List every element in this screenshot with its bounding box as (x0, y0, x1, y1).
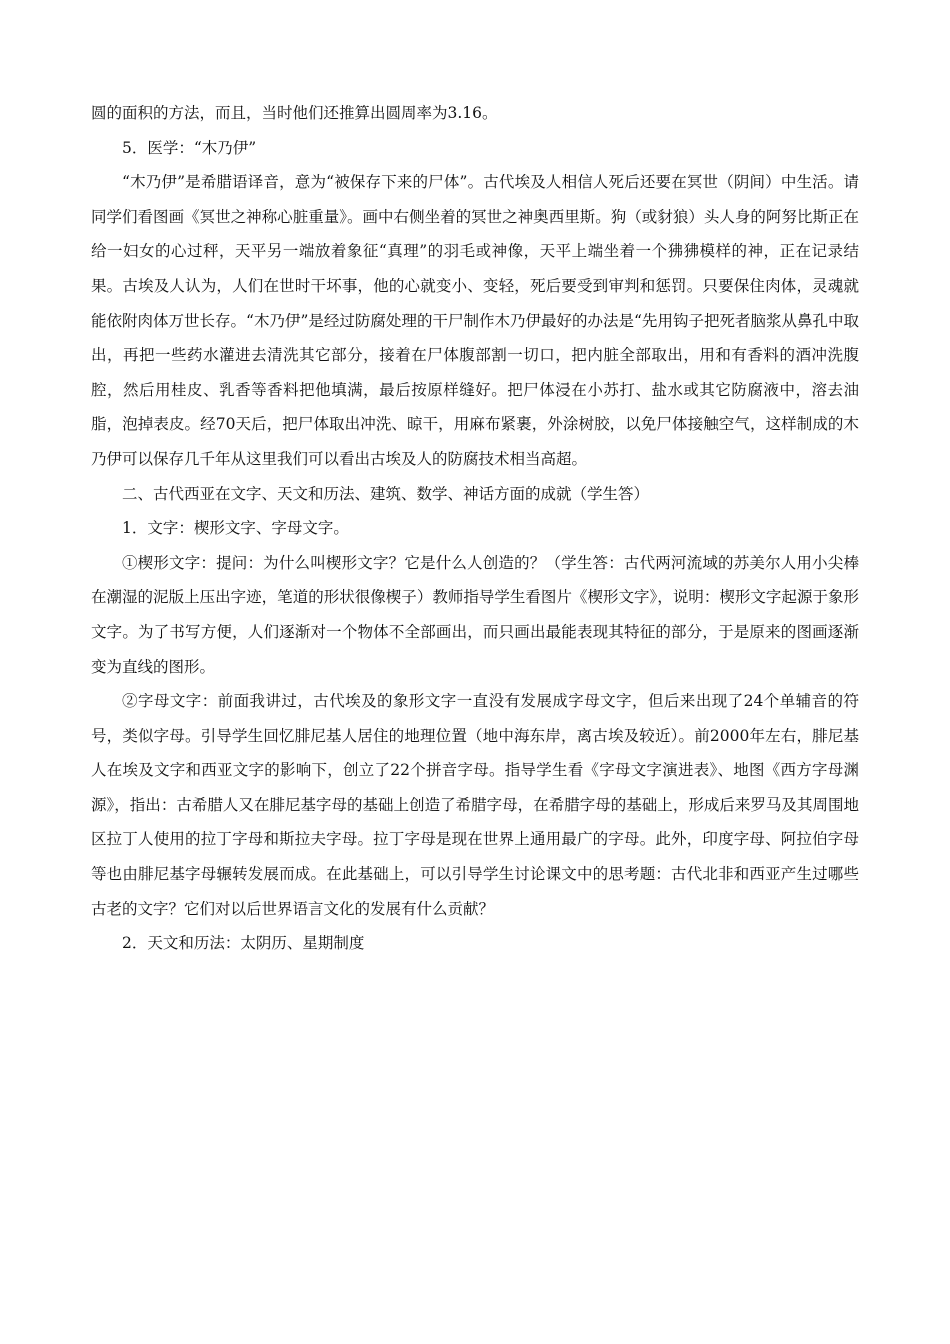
heading-medicine-mummy: 5．医学：“木乃伊” (122, 138, 257, 157)
heading-west-asia-achievements: 二、古代西亚在文字、天文和历法、建筑、数学、神话方面的成就（学生答） (122, 484, 650, 503)
heading-writing: 1．文字：楔形文字、字母文字。 (122, 519, 349, 538)
paragraph-mummy: “木乃伊”是希腊语译音，意为“被保存下来的尸体”。古代埃及人相信人死后还要在冥世（阴间）中生活。请同学们看图画《冥世之神称心脏重量》。画中右侧坐着的冥世之神奥西里斯。狗（或豺狼）头人身的阿努比斯正在给一妇女的心过秤，天平另一端放着象征“真理”的羽毛或神像，天平上端坐着一个狒狒模样的神，正在记录结果。古埃及人认为，人们在世时干坏事，他的心就变小、变轻，死后要受到审判和惩罚。只要保住肉体，灵魂就能依附肉体万世长存。“木乃伊”是经过防腐处理的干尸制作木乃伊最好的办法是“先用钩子把死者脑浆从鼻孔中取出，再把一些药水灌进去清洗其它部分，接着在尸体腹部割一切口，把内脏全部取出，用和有香料的酒冲洗腹腔，然后用桂皮、乳香等香料把他填满，最后按原样缝好。把尸体浸在小苏打、盐水或其它防腐液中，溶去油脂，泡掉表皮。经70天后，把尸体取出冲洗、晾干，用麻布紧裹，外涂树胶，以免尸体接触空气，这样制成的木乃伊可以保存几千年从这里我们可以看出古埃及人的防腐技术相当高超。 (91, 173, 859, 468)
document-body (91, 96, 859, 961)
heading-astronomy-calendar: 2．天文和历法：太阴历、星期制度 (122, 934, 365, 953)
paragraph-cuneiform: ①楔形文字：提问：为什么叫楔形文字？它是什么人创造的？（学生答：古代两河流域的苏美尔人用小尖棒在潮湿的泥版上压出字迹，笔道的形状很像楔子）教师指导学生看图片《楔形文字》，说明：楔形文字起源于象形文字。为了书写方便，人们逐渐对一个物体不全部画出，而只画出最能表现其特征的部分，于是原来的图画逐渐变为直线的图形。 (91, 553, 859, 676)
paragraph-alphabet: ②字母文字：前面我讲过，古代埃及的象形文字一直没有发展成字母文字，但后来出现了24个单辅音的符号，类似字母。引导学生回忆腓尼基人居住的地理位置（地中海东岸，离古埃及较近）。前2000年左右，腓尼基人在埃及文字和西亚文字的影响下，创立了22个拼音字母。指导学生看《字母文字演进表》、地图《西方字母渊源》，指出：古希腊人又在腓尼基字母的基础上创造了希腊字母，在希腊字母的基础上，形成后来罗马及其周围地区拉丁人使用的拉丁字母和斯拉夫字母。拉丁字母是现在世界上通用最广的字母。此外，印度字母、阿拉伯字母等也由腓尼基字母辗转发展而成。在此基础上，可以引导学生讨论课文中的思考题：古代北非和西亚产生过哪些古老的文字？它们对以后世界语言文化的发展有什么贡献？ (91, 692, 859, 918)
paragraph-circle-area: 圆的面积的方法，而且，当时他们还推算出圆周率为3.16。 (91, 104, 498, 122)
